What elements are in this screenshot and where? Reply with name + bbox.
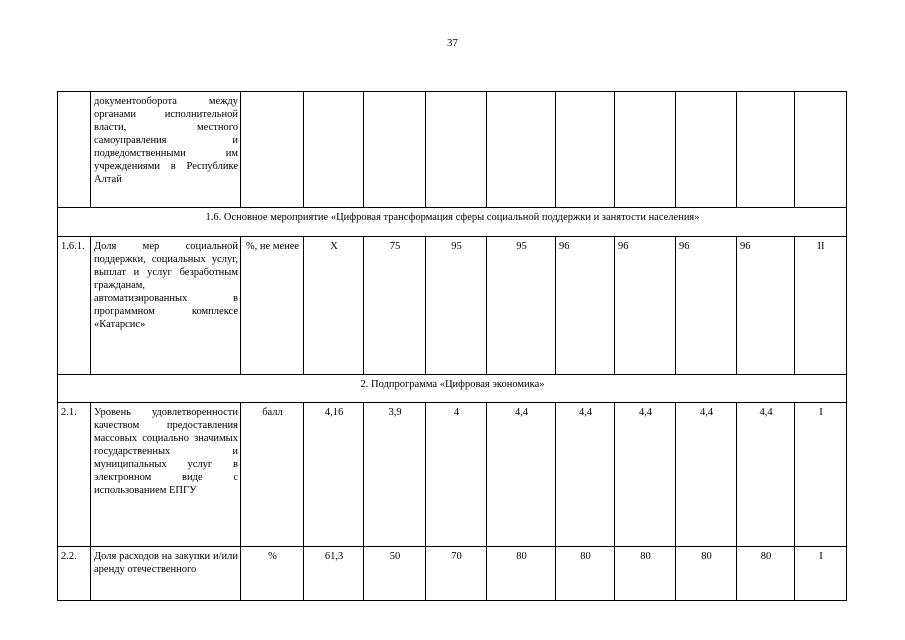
value-cell: 95 <box>487 237 556 375</box>
section-row <box>58 208 847 237</box>
value-cell: 75 <box>364 237 426 375</box>
priority-cell: I <box>795 403 847 547</box>
unit-cell: %, не менее <box>241 237 304 375</box>
indicator-name: Уровень удовлетворенности качеством предоставления массовых социально значимых государственных и муниципальных услуг в электронном виде с использованием ЕПГУ <box>91 403 241 547</box>
value-cell <box>615 92 676 208</box>
priority-cell <box>795 92 847 208</box>
value-cell <box>556 92 615 208</box>
unit-cell: % <box>241 547 304 601</box>
unit-cell <box>241 92 304 208</box>
value-cell: 70 <box>426 547 487 601</box>
indicator-name: Доля расходов на закупки и/или аренду отечественного <box>91 547 241 601</box>
value-cell: 80 <box>487 547 556 601</box>
value-cell <box>426 92 487 208</box>
value-cell <box>364 92 426 208</box>
value-cell: 96 <box>556 237 615 375</box>
table-row <box>58 403 847 547</box>
value-cell: 96 <box>737 237 795 375</box>
value-cell: 80 <box>676 547 737 601</box>
value-cell: 4,4 <box>737 403 795 547</box>
value-cell: 4 <box>426 403 487 547</box>
table-row <box>58 547 847 601</box>
row-number <box>58 92 91 208</box>
value-cell: 80 <box>556 547 615 601</box>
priority-cell: I <box>795 547 847 601</box>
priority-cell: II <box>795 237 847 375</box>
table-row <box>58 92 847 208</box>
value-cell: 96 <box>615 237 676 375</box>
value-cell: 4,4 <box>556 403 615 547</box>
unit-cell: балл <box>241 403 304 547</box>
value-cell: 4,4 <box>487 403 556 547</box>
indicator-name: Доля мер социальной поддержки, социальных услуг, выплат и услуг безработным гражданам, автоматизированных в программном комплексе «Катарсис» <box>91 237 241 375</box>
value-cell: 96 <box>676 237 737 375</box>
value-cell: 4,16 <box>304 403 364 547</box>
value-cell <box>304 92 364 208</box>
value-cell: 61,3 <box>304 547 364 601</box>
table-row <box>58 237 847 375</box>
row-number: 1.6.1. <box>58 237 91 375</box>
value-cell: 3,9 <box>364 403 426 547</box>
page-number: 37 <box>447 37 458 49</box>
value-cell <box>487 92 556 208</box>
section-row <box>58 375 847 403</box>
row-number: 2.1. <box>58 403 91 547</box>
value-cell: 4,4 <box>676 403 737 547</box>
indicators-table <box>57 91 847 601</box>
value-cell: 95 <box>426 237 487 375</box>
value-cell: 80 <box>737 547 795 601</box>
indicator-name: документооборота между органами исполнительной власти, местного самоуправления и подведомственными им учреждениями в Республике Алтай <box>91 92 241 208</box>
value-cell: Х <box>304 237 364 375</box>
value-cell: 50 <box>364 547 426 601</box>
value-cell <box>737 92 795 208</box>
row-number: 2.2. <box>58 547 91 601</box>
value-cell: 80 <box>615 547 676 601</box>
section-title: 2. Подпрограмма «Цифровая экономика» <box>58 375 847 403</box>
value-cell <box>676 92 737 208</box>
value-cell: 4,4 <box>615 403 676 547</box>
section-title: 1.6. Основное мероприятие «Цифровая трансформация сферы социальной поддержки и занятости населения» <box>58 208 847 237</box>
